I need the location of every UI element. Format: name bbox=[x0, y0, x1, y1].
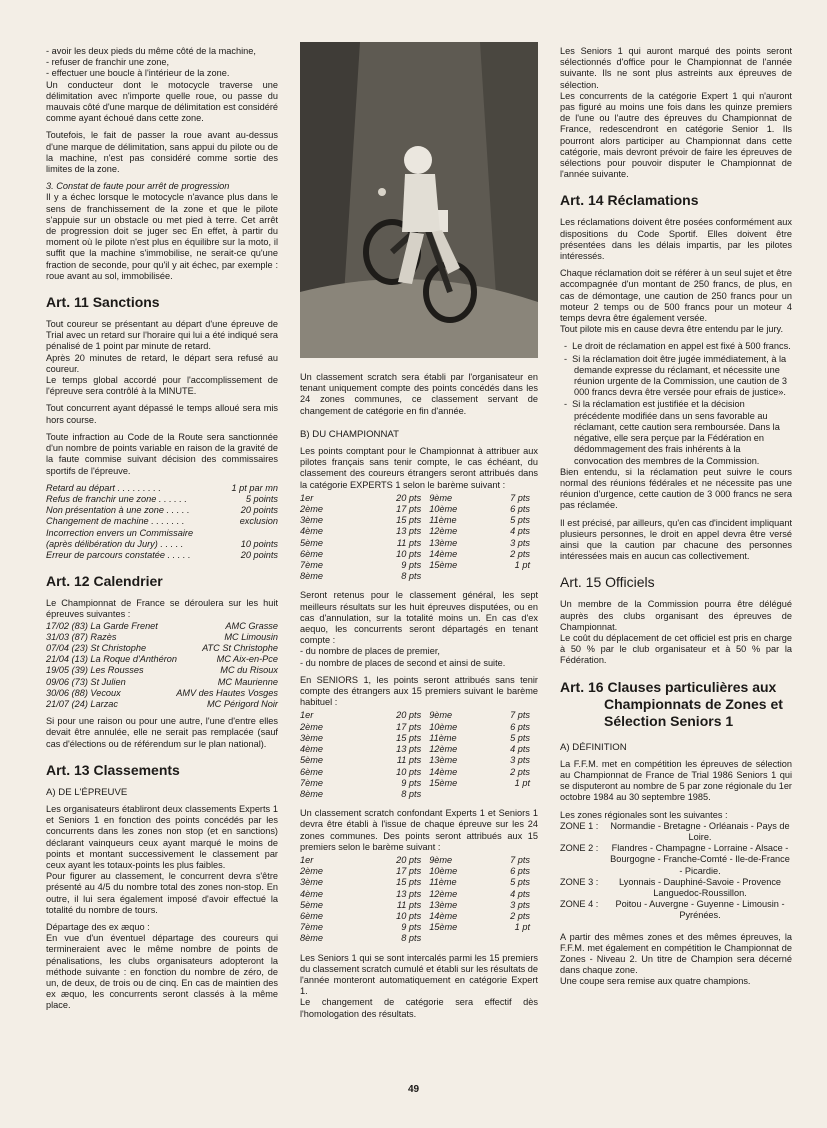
page-number: 49 bbox=[407, 1084, 420, 1095]
paragraph: Le changement de catégorie sera effectif dès l'homologation des résultats. bbox=[300, 997, 538, 1019]
paragraph: Tout pilote mis en cause devra être entendu par le jury. bbox=[560, 324, 784, 335]
list-item: - Le droit de réclamation en appel est fixé à 500 francs. bbox=[564, 341, 791, 352]
zone-row: ZONE 2 : Flandres - Champagne - Lorraine - Alsace - Bourgogne - Franche-Comté - Ile-de-France - Picardie. bbox=[560, 843, 790, 876]
paragraph: Pour figurer au classement, le concurrent devra s'être présenté au 4/5 du nombre total des zones non-stop. En outre, il lui sera également imposé d'avoir effectué la totalité du nombre de tours. bbox=[46, 871, 278, 915]
penalty-list bbox=[46, 483, 278, 561]
calendar-row: 21/07 (24) Larzac MC Périgord Noir bbox=[46, 698, 278, 709]
paragraph: Le Championnat de France se déroulera sur les huit épreuves suivantes : bbox=[46, 598, 278, 620]
paragraph: Le coût du déplacement de cet officiel est pris en charge à 50 % par le club organisateur et à 50 % par la Fédération. bbox=[560, 632, 792, 666]
subheading: A) DÉFINITION bbox=[560, 741, 627, 753]
points-scale-scratch: 1er 20 pts 9ème 7 pts 2ème 17 pts 10ème 6 pts 3ème 15 pts 11ème 5 pts 4ème 13 pts 12ème 4 pts 5ème 11 pts 13ème 3 pts 6ème 10 pts 14ème 2 pts 7ème 9 pts 15ème 1 pt 8ème 8 pts bbox=[300, 854, 530, 944]
paragraph: Il y a échec lorsque le motocycle n'avance plus dans le sens de franchissement de la zone et que le pilote s'appuie sur un obstacle ou met pied à terre. Cet arrêt de progression doit se juger sec En effet, à partir du moment où le pilote n'est plus en équilibre sur la moto, il suffit que la machine s'immobilise, ne serait-ce qu'une fraction de seconde, pour qu'il y ait échec, par exemple : roue avant au sol, immobilisée. bbox=[46, 192, 278, 281]
list-item: - Si la réclamation est justifiée et la décision précédente modifiée dans un sens favorable au réclamant, cette caution sera remboursée. Dans la négative, elle sera perçue par la Fédération en dédommagement des frais inhérents à la convocation des membres de la Commission. bbox=[564, 399, 780, 466]
paragraph: Il est précisé, par ailleurs, qu'en cas d'incident impliquant plusieurs personnes, le droit en appel devra être versé ainsi que la caution par chacune des personnes intéressées mais en aucun cas collectivement. bbox=[560, 517, 792, 562]
paragraph: Les concurrents de la catégorie Expert 1 qui n'auront pas figuré au moins une fois dans les quinze premiers de l'une ou l'autre des épreuves du Championnat de France, redescendront en catégorie Senior 1. Ils pourront alors participer au Championnat dans cette catégorie, mais devront prévoir de faire les épreuves de sélections pour pouvoir disputer le Championnat de l'année suivante. bbox=[560, 90, 792, 180]
paragraph: Après 20 minutes de retard, le départ sera refusé au coureur. bbox=[46, 352, 278, 374]
points-scale-seniors: 1er 20 pts 9ème 7 pts 2ème 17 pts 10ème 6 pts 3ème 15 pts 11ème 5 pts 4ème 13 pts 12ème 4 pts 5ème 11 pts 13ème 3 pts 6ème 10 pts 14ème 2 pts 7ème 9 pts 15ème 1 pt 8ème 8 pts bbox=[300, 710, 530, 799]
list-item: - effectuer une boucle à l'intérieur de la zone. bbox=[46, 68, 230, 79]
subheading: Départage des ex æquo : bbox=[46, 922, 150, 932]
subheading: A) DE L'ÉPREUVE bbox=[46, 786, 128, 798]
paragraph: Tout coureur se présentant au départ d'une épreuve de Trial avec un retard sur l'horaire qui lui a été indiqué sera pénalisé de 1 point par minute de retard. bbox=[46, 319, 278, 352]
paragraph: Un conducteur dont le motocycle traverse une délimitation avec n'importe quelle roue, ou passe du mauvais côté d'une marque de délimitation est considéré comme ayant échoué dans cette zone. bbox=[46, 79, 278, 124]
paragraph: Les points comptant pour le Championnat à attribuer aux pilotes français sans tenir compte, le cas échéant, du classement des coureurs étrangers seront attribués dans la catégorie EXPERTS 1 selon le barème suivant : bbox=[300, 446, 538, 490]
middle-column bbox=[300, 42, 538, 1026]
calendar-list bbox=[46, 621, 278, 711]
subheading: B) DU CHAMPIONNAT bbox=[300, 428, 399, 440]
penalty-row: Changement de machine . . . . . . . exclusion bbox=[46, 516, 278, 527]
trial-rider-photo bbox=[300, 42, 538, 358]
article-14-title: Art. 14 Réclamations bbox=[560, 192, 699, 209]
article-13-title: Art. 13 Classements bbox=[46, 761, 180, 778]
paragraph: Les réclamations doivent être posées conformément aux dispositions du Code Sportif. Elles doivent être présentées dans les délais impartis, par les pilotes intéressés. bbox=[560, 217, 792, 262]
penalty-row: (après délibération du Jury) . . . . . 10 points bbox=[46, 538, 278, 549]
bullet-list bbox=[46, 46, 278, 80]
paragraph: La F.F.M. met en compétition les épreuves de sélection au Championnat de France de Trial 1986 Seniors 1 qui se disputeront au nombre de 5 par zone régionale du 1er octobre 1984 au 30 septembre 1985. bbox=[560, 758, 792, 803]
list-item: - refuser de franchir une zone, bbox=[46, 57, 170, 68]
paragraph: Les organisateurs établiront deux classements Experts 1 et Seniors 1 en fonction des points concédés par les concurrents dans les zones non stop (et en sanctions) déclarant vainqueurs ceux ayant marqué le moins de points et montant successivement le classement par ceux ayant les totaux-points les plus faibles. bbox=[46, 803, 278, 870]
paragraph: Tout concurrent ayant dépassé le temps alloué sera mis hors course. bbox=[46, 403, 278, 425]
calendar-row: 19/05 (39) Les Rousses MC du Risoux bbox=[46, 665, 278, 676]
list-item: - du nombre de places de premier, bbox=[300, 646, 440, 657]
paragraph: Une coupe sera remise aux quatre champions. bbox=[560, 976, 751, 987]
photo-illustration bbox=[300, 42, 538, 358]
article-11-title: Art. 11 Sanctions bbox=[46, 294, 160, 311]
paragraph: En SENIORS 1, les points seront attribués sans tenir compte des étrangers aux 15 premiers suivant le barème habituel : bbox=[300, 674, 538, 708]
article-15-title: Art. 15 Officiels bbox=[560, 574, 655, 591]
list-item: - Si la réclamation doit être jugée immédiatement, à la demande expresse du réclamant, et nécessite une réunion urgente de la Commission, une caution de 3 000 francs devra être versée pour efrais de justice». bbox=[564, 353, 787, 398]
calendar-row: 31/03 (87) Razès MC Limousin bbox=[46, 631, 278, 642]
bullet-list bbox=[300, 646, 538, 668]
left-column bbox=[46, 46, 278, 1018]
paragraph: Bien entendu, si la réclamation peut suivre le cours normal des réunions fédérales et ne nécessite pas une réunion d'urgence, cette caution de 3 000 francs ne sera pas réclamée. bbox=[560, 466, 792, 511]
photo-caption: Un classement scratch sera établi par l'organisateur en tenant uniquement compte des points concédés dans les 24 zones communes, ce classement servant de changement de catégorie en fin d'année. bbox=[300, 372, 538, 416]
paragraph: Toute infraction au Code de la Route sera sanctionnée d'un nombre de points variable en raison de la gravité de la faute commise suivant décision des commissaires sportifs de l'épreuve. bbox=[46, 431, 278, 476]
paragraph: Un membre de la Commission pourra être délégué auprès des clubs organisant des épreuves de Championnat. bbox=[560, 599, 792, 632]
paragraph: Les zones régionales sont les suivantes : bbox=[560, 809, 728, 820]
penalty-row: Non présentation à une zone . . . . . 20 points bbox=[46, 505, 278, 516]
calendar-row: 30/06 (88) Vecoux AMV des Hautes Vosges bbox=[46, 687, 278, 698]
right-column bbox=[560, 46, 792, 994]
zone-row: ZONE 4 : Poitou - Auvergne - Guyenne - Limousin - Pyrénées. bbox=[560, 899, 785, 921]
list-item: - du nombre de places de second et ainsi de suite. bbox=[300, 657, 506, 668]
penalty-row: Erreur de parcours constatée . . . . . 20 points bbox=[46, 549, 278, 560]
paragraph: Le temps global accordé pour l'accomplissement de l'épreuve sera contrôlé à la MINUTE. bbox=[46, 375, 278, 397]
calendar-row: 07/04 (23) St Christophe ATC St Christophe bbox=[46, 642, 278, 653]
points-scale-experts: 1er 20 pts 9ème 7 pts 2ème 17 pts 10ème 6 pts 3ème 15 pts 11ème 5 pts 4ème 13 pts 12ème 4 pts 5ème 11 pts 13ème 3 pts 6ème 10 pts 14ème 2 pts 7ème 9 pts 15ème 1 pt 8ème 8 pts bbox=[300, 492, 530, 582]
paragraph: Si pour une raison ou pour une autre, l'une d'entre elles devait être annulée, elle ne serait pas remplacée (sauf cas d'élections ou de référendum sur le plan national). bbox=[46, 716, 278, 749]
zone-row: ZONE 3 : Lyonnais - Dauphiné-Savoie - Provence Languedoc-Roussillon. bbox=[560, 876, 782, 898]
calendar-row: 21/04 (13) La Roque d'Anthéron MC Aix-en-Pce bbox=[46, 654, 278, 665]
penalty-row: Incorrection envers un Commissaire bbox=[46, 527, 194, 538]
bullet-list bbox=[560, 341, 792, 466]
subheading: 3. Constat de faute pour arrêt de progression bbox=[46, 181, 230, 192]
calendar-row: 09/06 (73) St Julien MC Maurienne bbox=[46, 676, 278, 687]
zone-row: ZONE 1 : Normandie - Bretagne - Orléanais - Pays de Loire. bbox=[560, 820, 790, 842]
paragraph: En vue d'un éventuel départage des coureurs qui termineraient avec le même nombre de points de pénalisations, les clubs organisateurs adopteront la méthode suivante : en fonction du nombre de zéro, de un, de deux, de trois ou de cinq. En cas de maintien des ex æquo, les concurrents seront classés à la même place. bbox=[46, 933, 278, 1011]
list-item: - avoir les deux pieds du même côté de la machine, bbox=[46, 46, 256, 56]
article-16-title: Art. 16 Clauses particulières aux Championnats de Zones et Sélection Seniors 1 bbox=[560, 678, 783, 729]
paragraph: Les Seniors 1 qui se sont intercalés parmi les 15 premiers du classement scratch cumulé et établi sur les résultats de l'année monteront automatiquement en catégorie Expert 1. bbox=[300, 952, 538, 997]
zones-list bbox=[560, 821, 792, 922]
calendar-row: 17/02 (83) La Garde Frenet AMC Grasse bbox=[46, 620, 278, 631]
paragraph: A partir des mêmes zones et des mêmes épreuves, la F.F.M. met également en compétition le Championnat de Zones - Niveau 2. Un titre de Champion sera décerné dans chaque zone. bbox=[560, 931, 792, 976]
penalty-row: Refus de franchir une zone . . . . . . 5 points bbox=[46, 493, 278, 504]
paragraph: Un classement scratch confondant Experts 1 et Seniors 1 devra être établi à l'issue de chaque épreuve sur les 24 zones communes. Des points seront attribués aux 15 premiers selon le barème suivant : bbox=[300, 808, 538, 852]
paragraph: Les Seniors 1 qui auront marqué des points seront sélectionnés d'office pour le Championnat de l'année suivante. Ils ne sont plus astreints aux épreuves de sélection. bbox=[560, 46, 792, 90]
paragraph: Toutefois, le fait de passer la roue avant au-dessus d'une marque de délimitation, sans appui du pilote ou de la machine, n'est pas considéré comme sortie des limites de la zone. bbox=[46, 130, 278, 175]
article-12-title: Art. 12 Calendrier bbox=[46, 573, 163, 590]
penalty-row: Retard au départ . . . . . . . . . 1 pt par mn bbox=[46, 482, 278, 493]
paragraph: Chaque réclamation doit se référer à un seul sujet et être accompagnée d'un montant de 250 francs, de plus, en cas de démontage, une caution de 250 francs pour un moteur 2 temps ou de 500 francs pour un moteur 4 temps devra être également versée. bbox=[560, 268, 792, 324]
paragraph: Seront retenus pour le classement général, les sept meilleurs résultats sur les huit épreuves disputées, ou en cas d'annulation, sur la totalité moins un. En cas d'ex aequo, les concurrents seront départagés en tenant compte : bbox=[300, 590, 538, 646]
